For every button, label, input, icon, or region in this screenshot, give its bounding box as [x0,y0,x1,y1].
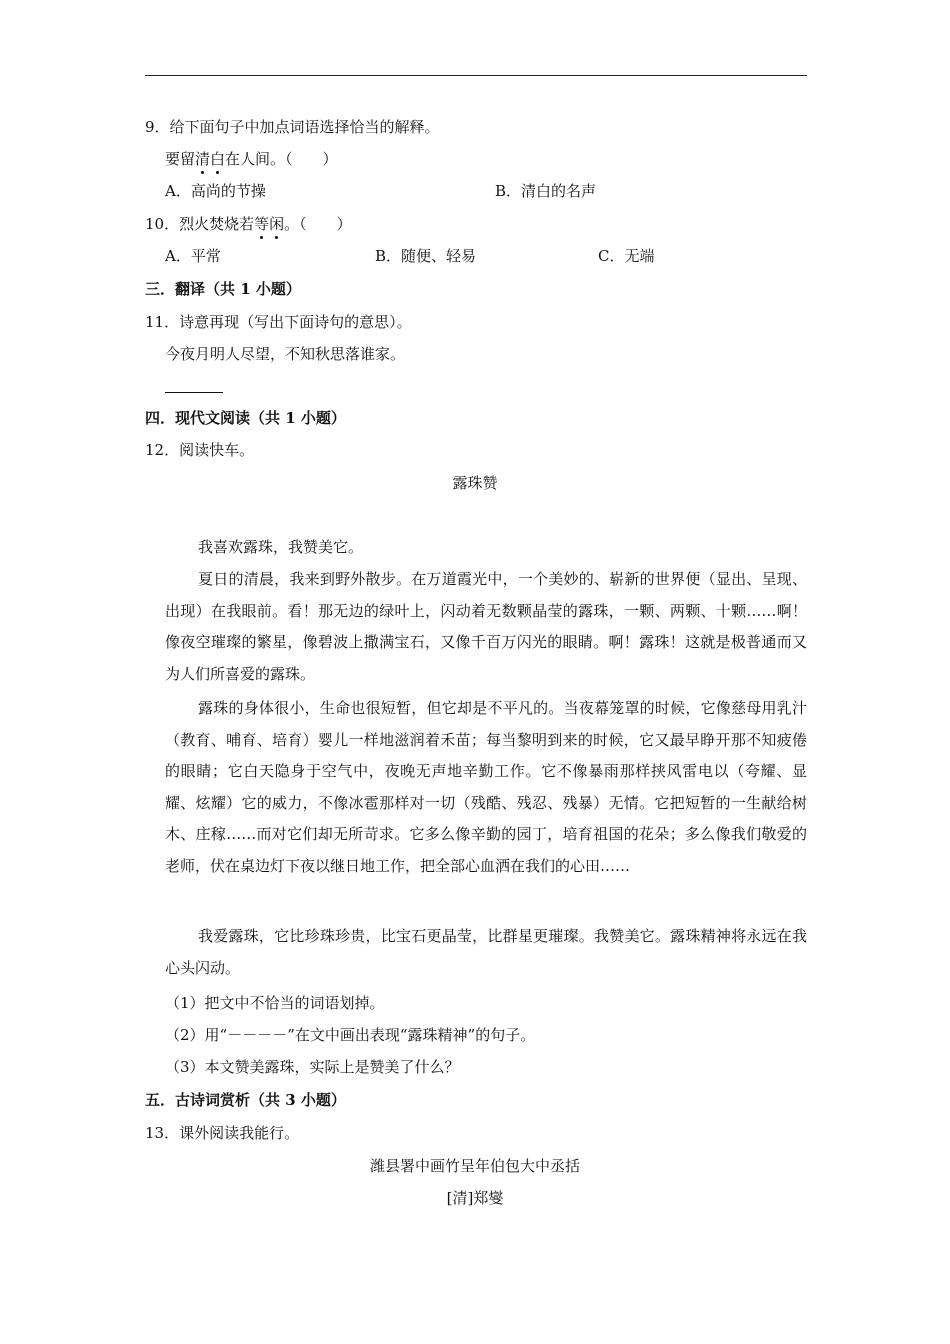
emphasis-dot-char: 等 [254,215,270,233]
emphasis-dot-char: 闲 [269,215,285,233]
q9-sentence: 要留清白在人间。（ ） [165,150,338,168]
section-heading-4: 四．现代文阅读（共 1 小题） [145,409,346,427]
article-paragraph-2: 夏日的清晨，我来到野外散步。在万道霞光中，一个美妙的、崭新的世界便（显出、呈现、出现）在我眼前。看！那无边的绿叶上，闪动着无数颗晶莹的露珠，一颗、两颗、十颗……啊！像夜空璀璨的繁星，像碧波上撒满宝石，又像千百万闪光的眼睛。啊！露珠！这就是极普通而又为人们所喜爱的露珠。 [165,570,807,683]
header-rule [145,75,807,76]
q11-poem: 今夜月明人尽望，不知秋思落谁家。 [165,345,406,363]
article-paragraph-3: 露珠的身体很小，生命也很短暂，但它却是不平凡的。当夜幕笼罩的时候，它像慈母用乳汁（教育、哺育、培育）婴儿一样地滋润着禾苗；每当黎明到来的时候，它又最早睁开那不知疲倦的眼睛；它白天隐身于空气中，夜晚无声地辛勤工作。它不像暴雨那样挟风雷电以（夸耀、显耀、炫耀）它的威力，不像冰雹那样对一切（残酷、残忍、残暴）无情。它把短暂的一生献给树木、庄稼……而对它们却无所苛求。它多么像辛勤的园丁，培育祖国的花朵；多么像我们敬爱的老师，伏在桌边灯下夜以继日地工作，把全部心血洒在我们的心田…… [165,699,807,875]
q10-stem: 10．烈火焚烧若等闲。（ ） [145,215,352,233]
article-paragraph-4: 我爱露珠，它比珍珠珍贵，比宝石更晶莹，比群星更璀璨。我赞美它。露珠精神将永远在我心头闪动。 [165,927,807,977]
subquestion-3: （3）本文赞美露珠，实际上是赞美了什么？ [165,1058,460,1076]
section-heading-3: 三．翻译（共 1 小题） [145,280,301,298]
q9-option-a: A．高尚的节操 [165,182,266,200]
emphasis-dot-char: 白 [210,150,226,168]
article-paragraph-1: 我喜欢露珠，我赞美它。 [198,538,364,556]
q9-stem: 9．给下面句子中加点词语选择恰当的解释。 [145,118,440,136]
q9-option-b: B．清白的名声 [495,182,597,200]
section-heading-5: 五．古诗词赏析（共 3 小题） [145,1091,346,1109]
poem-title: 潍县署中画竹呈年伯包大中丞括 [369,1157,580,1175]
q10-option-a: A．平常 [165,247,221,265]
subquestion-1: （1）把文中不恰当的词语划掉。 [165,994,385,1012]
q10-option-b: B．随便、轻易 [375,247,477,265]
subquestion-2: （2）用“－－－－”在文中画出表现“露珠精神”的句子。 [165,1026,536,1044]
q11-stem: 11．诗意再现（写出下面诗句的意思）。 [145,313,412,331]
q10-option-c: C．无端 [598,247,655,265]
emphasis-dot-char: 清 [195,150,211,168]
article-title: 露珠赞 [452,474,498,492]
answer-blank-line [165,392,223,393]
q12-stem: 12．阅读快车。 [145,441,255,459]
q13-stem: 13．课外阅读我能行。 [145,1124,300,1142]
poem-author: [清]郑燮 [446,1189,504,1207]
